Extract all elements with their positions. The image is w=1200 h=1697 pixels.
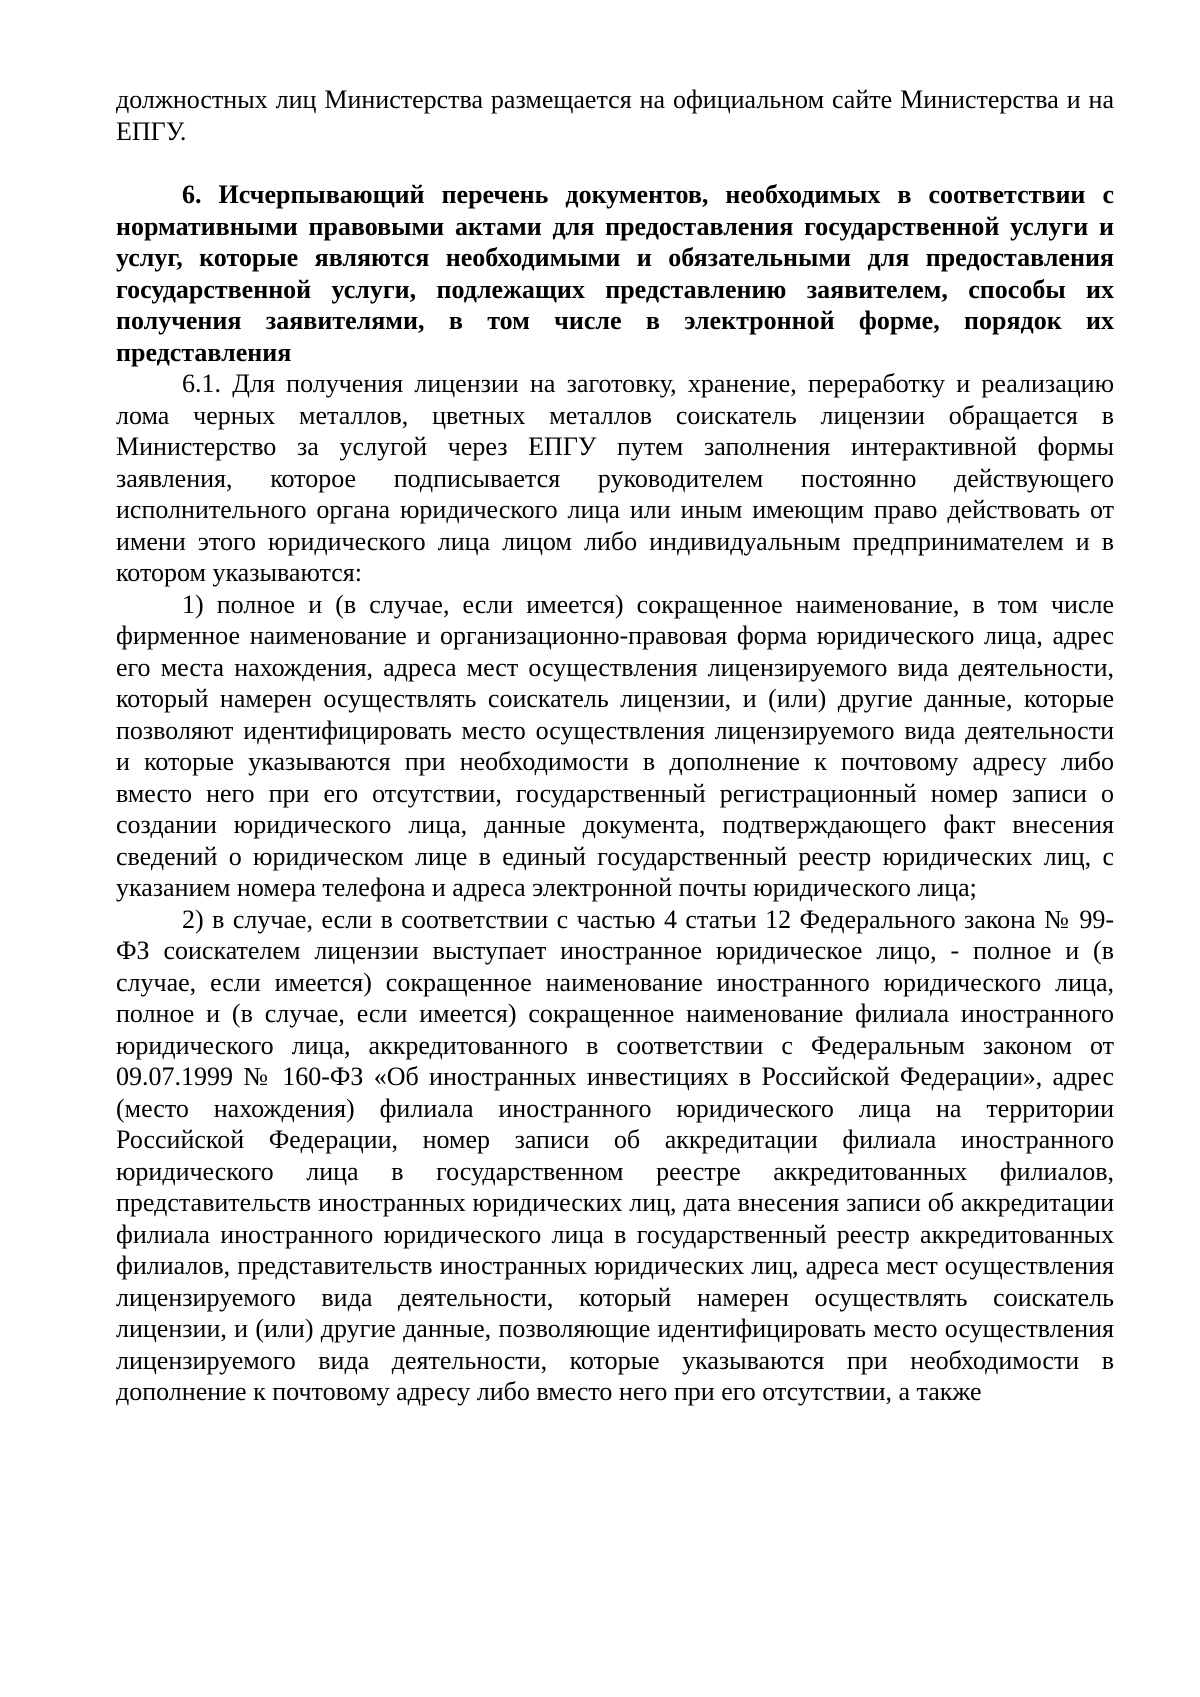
continuation-paragraph: должностных лиц Министерства размещается на официальном сайте Министерства и на ЕПГУ. [116,85,1114,146]
section-heading: 6. Исчерпывающий перечень документов, необходимых в соответствии с нормативными правовыми актами для предоставления государственной услуги и услуг, которые являются необходимыми и обязательными для предоставления государственной услуги, подлежащих представлению заявителем, способы их получения заявителями, в том числе в электронной форме, порядок их представления [116,180,1114,367]
paragraph-item-2: 2) в случае, если в соответствии с частью 4 статьи 12 Федерального закона № 99-ФЗ соискателем лицензии выступает иностранное юридическое лицо, - полное и (в случае, если имеется) сокращенное наименование иностранного юридического лица, полное и (в случае, если имеется) сокращенное наименование филиала иностранного юридического лица, аккредитованного в соответствии с Федеральным законом от 09.07.1999 № 160-ФЗ «Об иностранных инвестициях в Российской Федерации», адрес (место нахождения) филиала иностранного юридического лица на территории Российской Федерации, номер записи об аккредитации филиала иностранного юридического лица в государственном реестре аккредитованных филиалов, представительств иностранных юридических лиц, дата внесения записи об аккредитации филиала иностранного юридического лица в государственный реестр аккредитованных филиалов, представительств иностранных юридических лиц, адреса мест осуществления лицензируемого вида деятельности, который намерен осуществлять соискатель лицензии, и (или) другие данные, позволяющие идентифицировать место осуществления лицензируемого вида деятельности, которые указываются при необходимости в дополнение к почтовому адресу либо вместо него при его отсутствии, а также [116,904,1114,1406]
document-body [116,84,1114,1408]
paragraph-6-1: 6.1. Для получения лицензии на заготовку, хранение, переработку и реализацию лома черных металлов, цветных металлов соискатель лицензии обращается в Министерство за услугой через ЕПГУ путем заполнения интерактивной формы заявления, которое подписывается руководителем постоянно действующего исполнительного органа юридического лица или иным имеющим право действовать от имени этого юридического лица лицом либо индивидуальным предпринимателем и в котором указываются: [116,369,1114,587]
paragraph-item-1: 1) полное и (в случае, если имеется) сокращенное наименование, в том числе фирменное наименование и организационно-правовая форма юридического лица, адрес его места нахождения, адреса мест осуществления лицензируемого вида деятельности, который намерен осуществлять соискатель лицензии, и (или) другие данные, которые позволяют идентифицировать место осуществления лицензируемого вида деятельности и которые указываются при необходимости в дополнение к почтовому адресу либо вместо него при его отсутствии, государственный регистрационный номер записи о создании юридического лица, данные документа, подтверждающего факт внесения сведений о юридическом лице в единый государственный реестр юридических лиц, с указанием номера телефона и адреса электронной почты юридического лица; [116,589,1114,902]
